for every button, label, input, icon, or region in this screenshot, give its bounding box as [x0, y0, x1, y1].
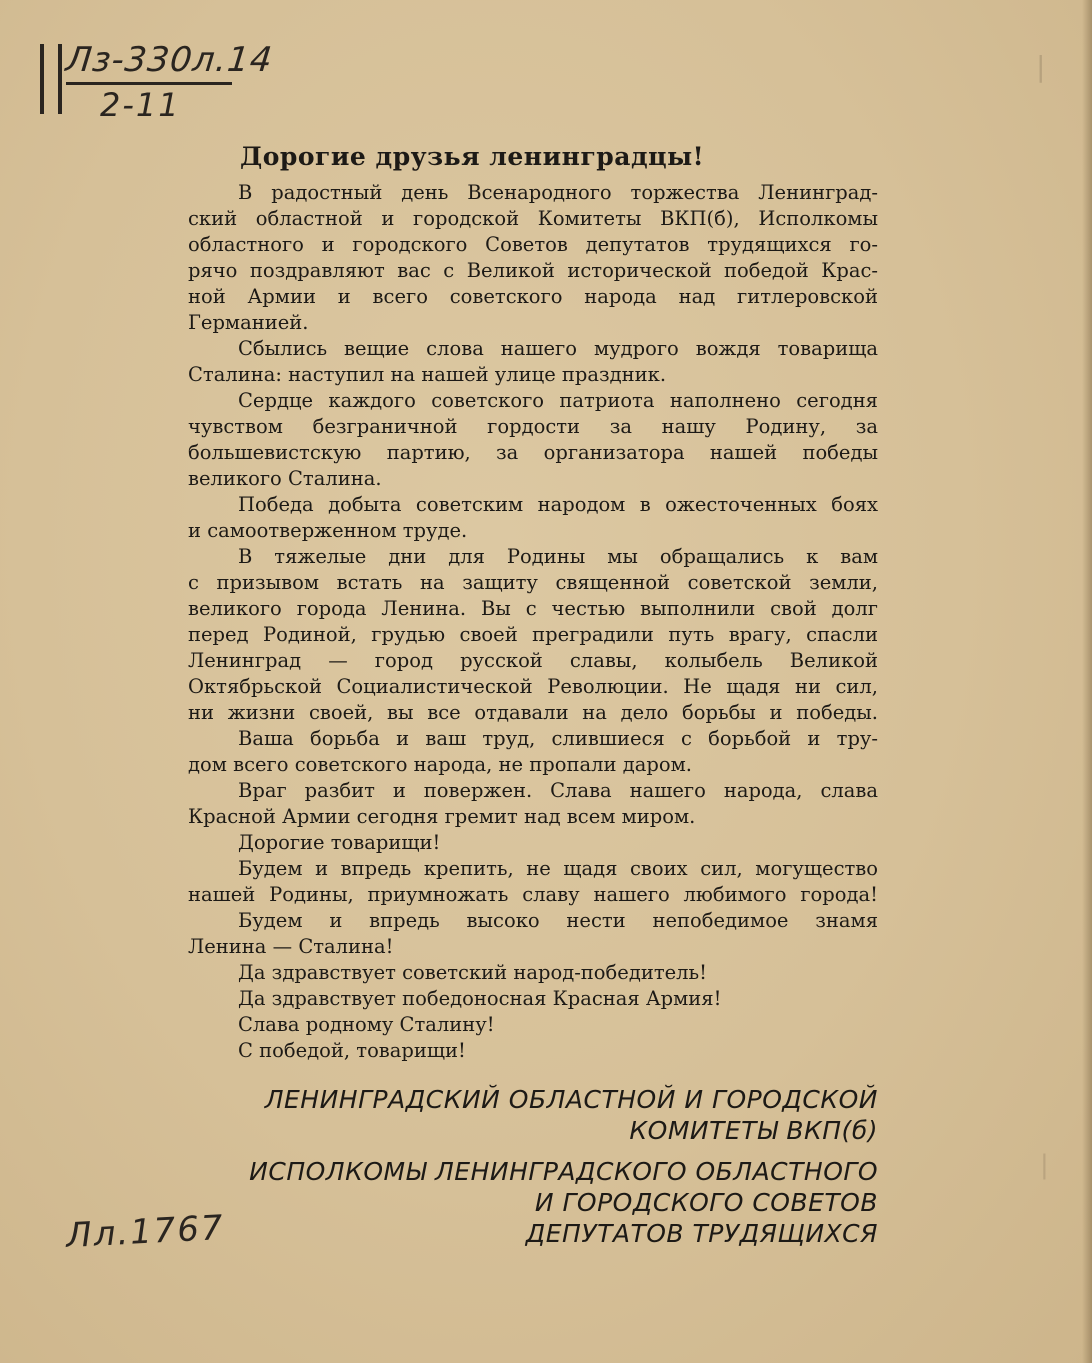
signature-line: ЛЕНИНГРАДСКИЙ ОБЛАСТНОЙ И ГОРОДСКОЙ	[264, 1085, 878, 1114]
text-line: Будем и впредь высоко нести непобедимое знамя	[238, 909, 878, 932]
text-line: чувством безграничной гордости за нашу Родину, за	[188, 415, 878, 438]
signature-line: КОМИТЕТЫ ВКП(б)	[629, 1116, 878, 1145]
text-line: Германией.	[188, 311, 309, 334]
text-line: областного и городского Советов депутатов трудящихся го-	[188, 233, 878, 256]
text-line: ни жизни своей, вы все отдавали на дело борьбы и победы.	[188, 701, 878, 724]
text-line: Враг разбит и повержен. Слава нашего народа, слава	[238, 779, 878, 802]
text-line: нашей Родины, приумножать славу нашего любимого города!	[188, 883, 878, 906]
text-line: Да здравствует победоносная Красная Армия!	[238, 987, 722, 1010]
text-line: с призывом встать на защиту священной советской земли,	[188, 571, 878, 594]
text-line: Будем и впредь крепить, не щадя своих сил, могущество	[238, 857, 878, 880]
text-line: ной Армии и всего советского народа над гитлеровской	[188, 285, 878, 308]
text-line: Да здравствует советский народ-победитель!	[238, 961, 707, 984]
text-line: ский областной и городской Комитеты ВКП(б), Исполкомы	[188, 207, 878, 230]
leaflet-body	[188, 180, 878, 1064]
page-edge-shadow	[1082, 0, 1092, 1363]
text-line: великого Сталина.	[188, 467, 382, 490]
bleed-through-mark-bottom: |	[1040, 1150, 1049, 1180]
signature-party-committees	[265, 1084, 878, 1146]
text-line: Сбылись вещие слова нашего мудрого вождя товарища	[238, 337, 878, 360]
text-line: перед Родиной, грудью своей преградили путь врагу, спасли	[188, 623, 878, 646]
leaflet-heading: Дорогие друзья ленинградцы!	[240, 142, 705, 171]
text-line: большевистскую партию, за организатора нашей победы	[188, 441, 878, 464]
text-line: Сталина: наступил на нашей улице праздник.	[188, 363, 667, 386]
bleed-through-mark-top: |	[1036, 50, 1046, 83]
signature-executive-committees	[249, 1156, 878, 1249]
text-line: рячо поздравляют вас с Великой исторической победой Крас-	[188, 259, 878, 282]
text-line: Ваша борьба и ваш труд, слившиеся с борьбой и тру-	[238, 727, 878, 750]
archive-code-divider	[66, 82, 232, 85]
signature-line: И ГОРОДСКОГО СОВЕТОВ	[534, 1188, 878, 1217]
archive-code-top: Лз-330л.14	[63, 40, 275, 80]
text-line: Красной Армии сегодня гремит над всем миром.	[188, 805, 696, 828]
text-line: Победа добыта советским народом в ожесточенных боях	[238, 493, 878, 516]
text-line: Ленинград — город русской славы, колыбель Великой	[188, 649, 878, 672]
text-line: Сердце каждого советского патриота наполнено сегодня	[238, 389, 878, 412]
text-line: Дорогие товарищи!	[238, 831, 441, 854]
text-line: В радостный день Всенародного торжества Ленинград-	[238, 181, 878, 204]
archive-sheet-number: Лл.1767	[65, 1207, 226, 1257]
signature-line: ДЕПУТАТОВ ТРУДЯЩИХСЯ	[525, 1219, 878, 1248]
text-line: В тяжелые дни для Родины мы обращались к вам	[238, 545, 878, 568]
text-line: дом всего советского народа, не пропали даром.	[188, 753, 692, 776]
text-line: великого города Ленина. Вы с честью выполнили свой долг	[188, 597, 878, 620]
text-line: Ленина — Сталина!	[188, 935, 394, 958]
text-line: Октябрьской Социалистической Революции. Не щадя ни сил,	[188, 675, 878, 698]
archive-bracket-mark	[40, 44, 62, 114]
signature-line: ИСПОЛКОМЫ ЛЕНИНГРАДСКОГО ОБЛАСТНОГО	[249, 1157, 878, 1186]
text-line: и самоотверженном труде.	[188, 519, 468, 542]
text-line: С победой, товарищи!	[238, 1039, 466, 1062]
text-line: Слава родному Сталину!	[238, 1013, 495, 1036]
archive-code-bottom: 2-11	[100, 86, 181, 124]
